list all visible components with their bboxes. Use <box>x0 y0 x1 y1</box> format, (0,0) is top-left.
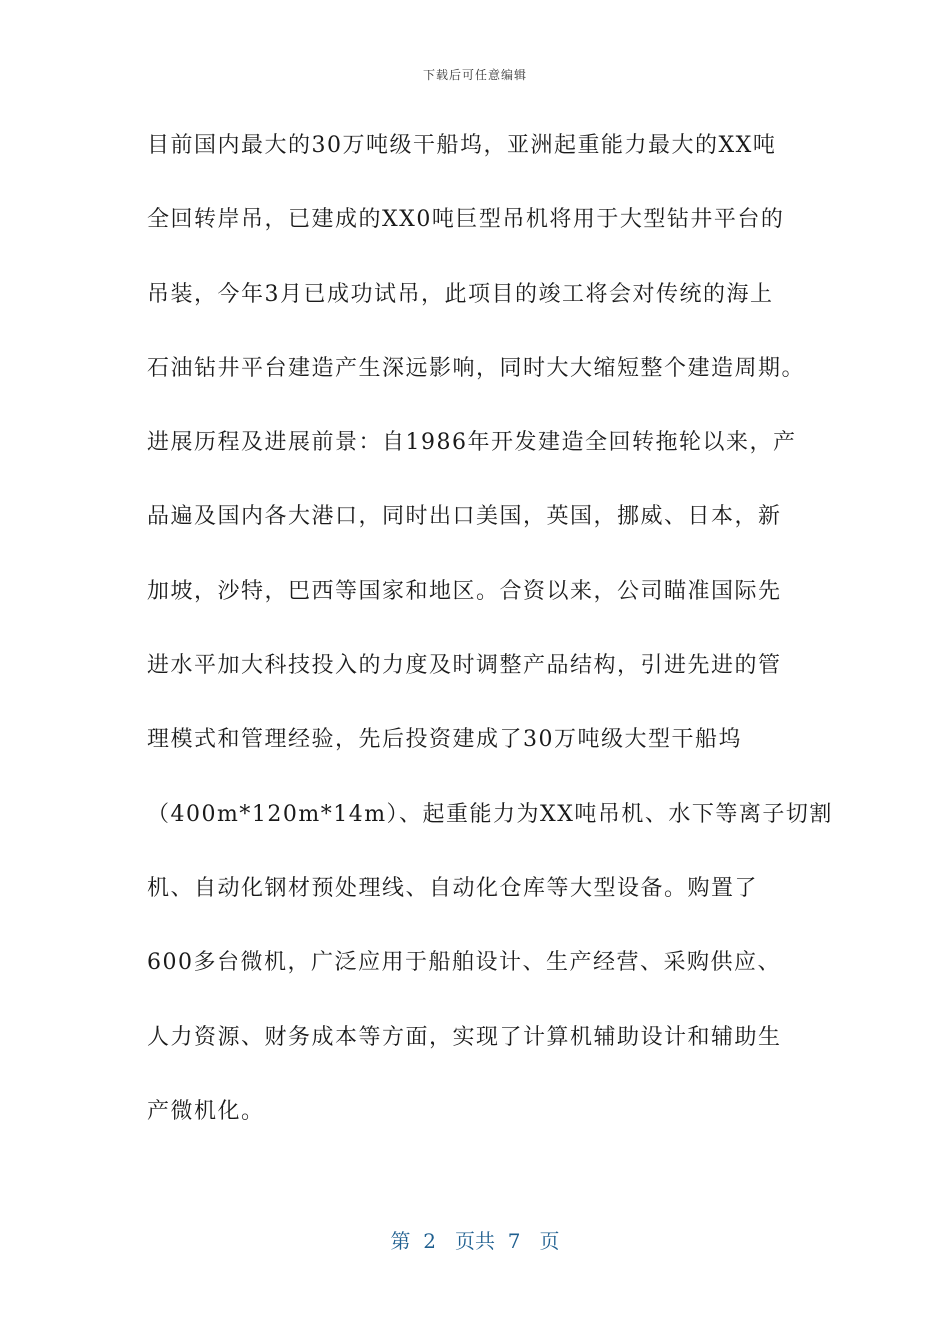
body-line-6: 品遍及国内各大港口，同时出口美国，英国，挪威、日本，新 <box>147 504 782 530</box>
body-line-9: 理模式和管理经验，先后投资建成了30万吨级大型干船坞 <box>147 727 742 753</box>
page-number-footer: 第 2 页共 7 页 <box>390 1229 560 1253</box>
body-line-3: 吊装，今年3月已成功试吊，此项目的竣工将会对传统的海上 <box>147 281 774 307</box>
body-line-13: 人力资源、财务成本等方面，实现了计算机辅助设计和辅助生 <box>147 1024 782 1050</box>
body-line-4: 石油钻井平台建造产生深远影响，同时大大缩短整个建造周期。 <box>147 355 806 381</box>
body-line-14: 产微机化。 <box>147 1098 265 1124</box>
page-header-note: 下载后可任意编辑 <box>422 68 527 82</box>
body-line-5: 进展历程及进展前景：自1986年开发建造全回转拖轮以来，产 <box>147 430 797 456</box>
body-line-11: 机、自动化钢材预处理线、自动化仓库等大型设备。购置了 <box>147 875 759 901</box>
body-line-10: （400m*120m*14m）、起重能力为XX吨吊机、水下等离子切割 <box>147 801 833 827</box>
body-line-7: 加坡，沙特，巴西等国家和地区。合资以来，公司瞄准国际先 <box>147 578 782 604</box>
body-line-1: 目前国内最大的30万吨级干船坞，亚洲起重能力最大的XX吨 <box>147 133 777 158</box>
body-line-8: 进水平加大科技投入的力度及时调整产品结构，引进先进的管 <box>147 653 782 679</box>
document-body <box>147 124 833 1164</box>
body-line-2: 全回转岸吊，已建成的XX0吨巨型吊机将用于大型钻井平台的 <box>147 207 785 233</box>
body-line-12: 600多台微机，广泛应用于船舶设计、生产经营、采购供应、 <box>147 950 781 976</box>
